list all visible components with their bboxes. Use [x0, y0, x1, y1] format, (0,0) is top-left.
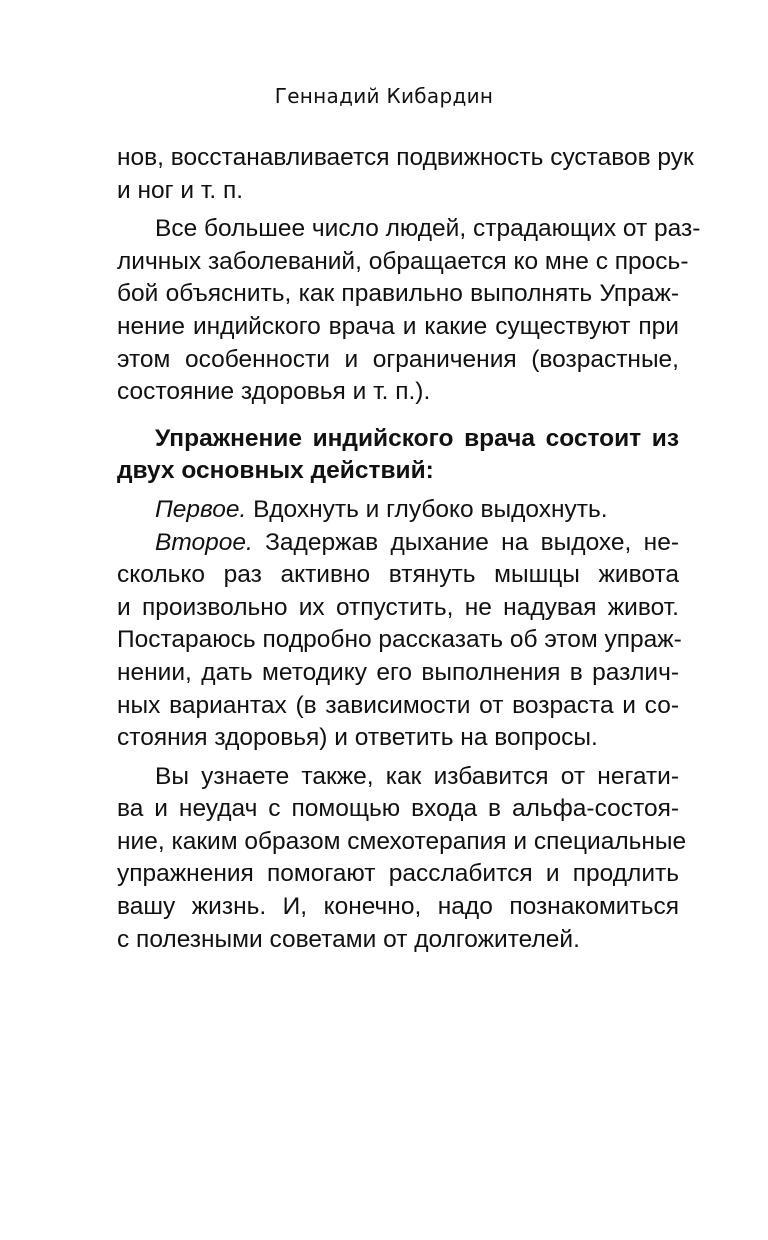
text-line: сколько раз активно втянуть мышцы живота — [117, 561, 679, 589]
text-line: Постараюсь подробно рассказать об этом упраж- — [117, 626, 682, 654]
text-line: ных вариантах (в зависимости от возраста и со- — [117, 691, 679, 719]
text-line: состояние здоровья и т. п.). — [117, 378, 431, 406]
text-line: нении, дать методику его выполнения в различ- — [117, 658, 679, 686]
text-line: двух основных действий: — [117, 457, 434, 485]
paragraph — [117, 761, 687, 957]
text-line: нов, восстанавливается подвижность суставов рук — [117, 144, 694, 171]
text-line: Все большее число людей, страдающих от раз- — [155, 215, 701, 243]
step-text: Вдохнуть и глубоко выдохнуть. — [246, 495, 608, 523]
paragraph — [117, 213, 701, 409]
step-label: Первое. — [155, 495, 247, 523]
bold-statement — [117, 423, 679, 488]
text-line: и произвольно их отпустить, не надувая живот. — [117, 593, 679, 621]
text-line: и ног и т. п. — [117, 176, 244, 204]
paragraph-second-step — [117, 527, 682, 755]
text-line — [117, 494, 679, 527]
text-line: с полезными советами от долгожителей. — [117, 925, 580, 953]
text-line: Вы узнаете также, как избавится от негати- — [155, 762, 679, 790]
step-text: Задержав дыхание на выдохе, не- — [252, 528, 679, 556]
text-line — [117, 527, 679, 560]
step-label: Второе. — [155, 528, 253, 556]
paragraph-first-step — [117, 494, 679, 527]
text-line: ва и неудач с помощью входа в альфа-состоя- — [117, 795, 679, 823]
text-line: упражнения помогают расслабится и продлить — [117, 860, 679, 888]
text-line: стояния здоровья) и ответить на вопросы. — [117, 724, 598, 752]
text-line: ние, каким образом смехотерапия и специальные — [117, 827, 687, 855]
text-line: нение индийского врача и какие существуют при — [117, 312, 679, 340]
paragraph — [117, 142, 694, 207]
text-line: вашу жизнь. И, конечно, надо познакомиться — [117, 893, 679, 921]
text-line: Упражнение индийского врача состоит из — [155, 424, 679, 452]
running-head: Геннадий Кибардин — [274, 84, 494, 108]
text-line: бой объяснить, как правильно выполнять Упраж- — [117, 280, 679, 308]
body-text — [117, 142, 701, 956]
text-line: этом особенности и ограничения (возрастные, — [117, 345, 679, 373]
text-line: личных заболеваний, обращается ко мне с прось- — [117, 247, 689, 275]
